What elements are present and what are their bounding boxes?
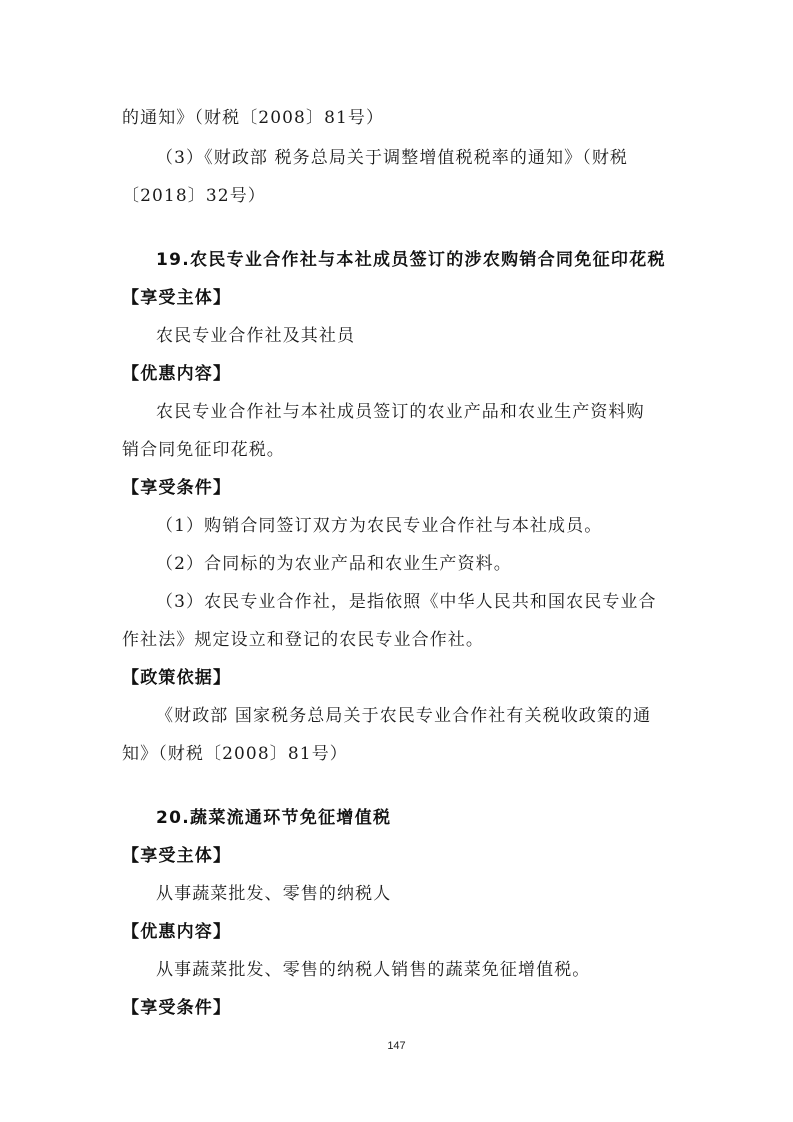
text-line: 的通知》（财税〔2008〕81号）	[122, 108, 385, 128]
text-line: （3）农民专业合作社，是指依照《中华人民共和国农民专业合	[156, 592, 657, 612]
text-line: 作社法》规定设立和登记的农民专业合作社。	[122, 630, 484, 650]
section-heading: 20.蔬菜流通环节免征增值税	[156, 808, 392, 828]
section-label: 【享受条件】	[122, 998, 232, 1018]
section-label: 【享受条件】	[122, 478, 232, 498]
text-line: 农民专业合作社及其社员	[156, 326, 356, 346]
section-label: 【优惠内容】	[122, 922, 232, 942]
text-line: 〔2018〕32号）	[122, 186, 266, 206]
text-line: 农民专业合作社与本社成员签订的农业产品和农业生产资料购	[156, 402, 645, 422]
text-line: （3）《财政部 税务总局关于调整增值税税率的通知》（财税	[156, 148, 629, 168]
page-number: 147	[387, 1040, 406, 1052]
text-line: （1）购销合同签订双方为农民专业合作社与本社成员。	[156, 516, 603, 536]
section-heading: 19.农民专业合作社与本社成员签订的涉农购销合同免征印花税	[156, 250, 666, 270]
text-line: 《财政部 国家税务总局关于农民专业合作社有关税收政策的通	[156, 706, 652, 726]
text-line: 知》（财税〔2008〕81号）	[122, 744, 348, 764]
section-label: 【享受主体】	[122, 288, 232, 308]
section-label: 【享受主体】	[122, 846, 232, 866]
text-line: 从事蔬菜批发、零售的纳税人销售的蔬菜免征增值税。	[156, 960, 591, 980]
section-label: 【政策依据】	[122, 668, 232, 688]
text-line: （2）合同标的为农业产品和农业生产资料。	[156, 554, 512, 574]
text-line: 销合同免征印花税。	[122, 440, 285, 460]
section-label: 【优惠内容】	[122, 364, 232, 384]
text-line: 从事蔬菜批发、零售的纳税人	[156, 884, 392, 904]
